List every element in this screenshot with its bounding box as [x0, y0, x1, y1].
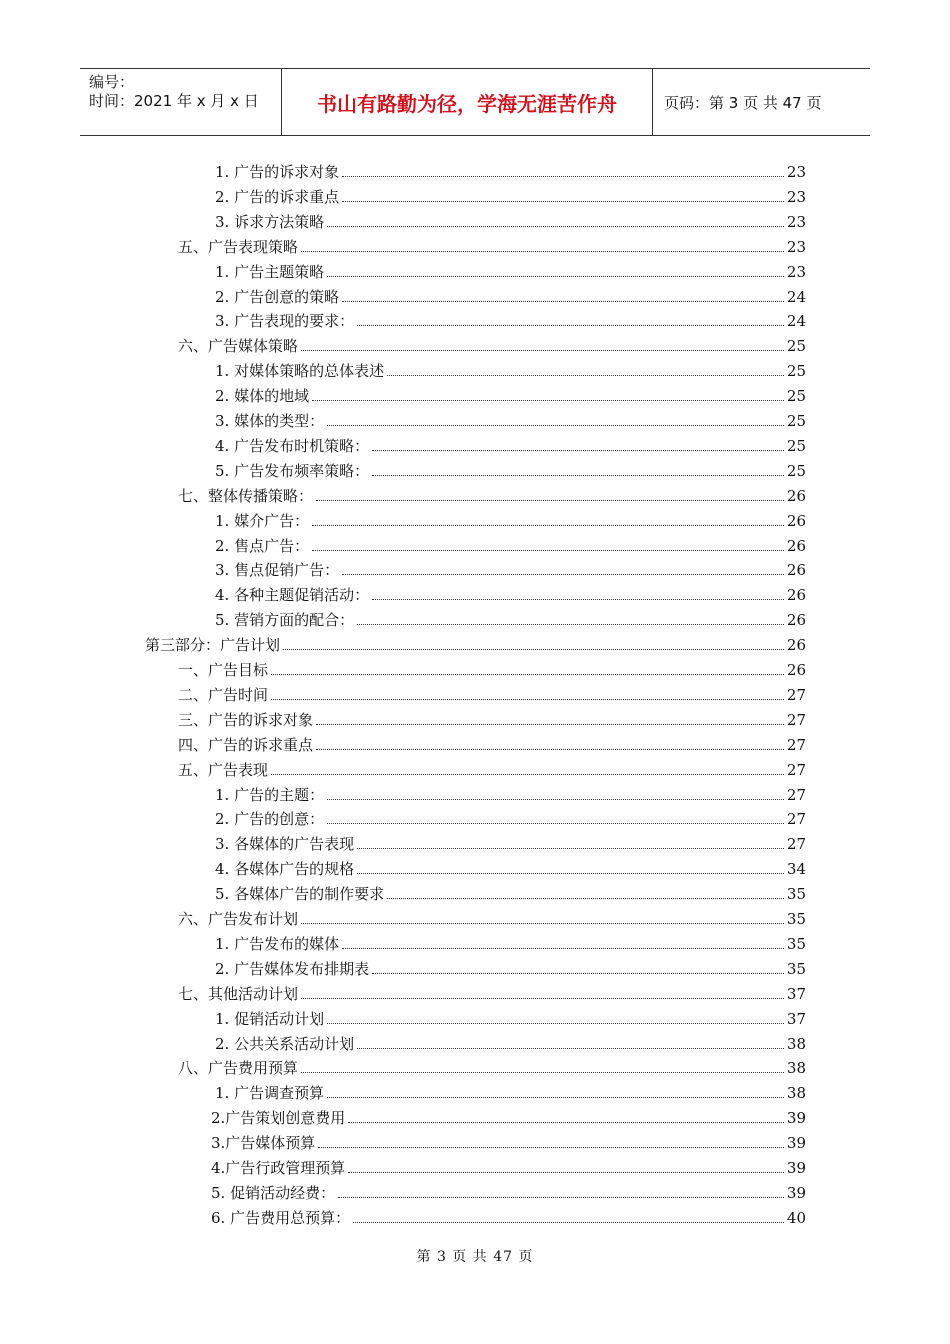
toc-entry[interactable] [215, 283, 806, 307]
toc-dot-leader [342, 301, 784, 302]
toc-entry-label: 七、其他活动计划 [178, 984, 299, 1003]
toc-entry[interactable] [178, 706, 806, 730]
header-motto: 书山有路勤为径，学海无涯苦作舟 [282, 69, 653, 135]
toc-entry-label: 八、广告费用预算 [178, 1059, 299, 1078]
page-footer: 第 3 页 共 47 页 [416, 1249, 534, 1265]
toc-dot-leader [342, 574, 784, 575]
toc-entry-label: 五、广告表现策略 [178, 237, 299, 256]
toc-entry[interactable] [215, 855, 806, 879]
toc-dot-leader [327, 276, 784, 277]
toc-dot-leader [327, 799, 784, 800]
toc-dot-leader [301, 1072, 784, 1073]
toc-entry[interactable] [215, 606, 806, 630]
toc-entry-label: 二、广告时间 [178, 685, 269, 704]
toc-dot-leader [372, 475, 784, 476]
toc-entry[interactable] [215, 930, 806, 954]
toc-entry[interactable] [215, 432, 806, 456]
toc-dot-leader [301, 998, 784, 999]
toc-entry-page: 27 [786, 835, 806, 854]
toc-entry-page: 37 [786, 1009, 806, 1028]
toc-entry-label: 2. 广告媒体发布排期表 [215, 959, 370, 978]
toc-entry-label: 1. 促销活动计划 [215, 1009, 325, 1028]
toc-entry-label: 1. 广告的诉求对象 [215, 163, 340, 181]
toc-entry-page: 39 [786, 1134, 806, 1153]
toc-entry-page: 24 [786, 287, 806, 306]
toc-dot-leader [327, 425, 784, 426]
toc-entry-label: 1. 广告主题策略 [215, 262, 325, 281]
toc-entry[interactable] [215, 581, 806, 605]
toc-entry-label: 3. 诉求方法策略 [215, 212, 325, 231]
toc-entry-page: 38 [786, 1059, 806, 1078]
toc-dot-leader [342, 948, 784, 949]
toc-entry-label: 三、广告的诉求对象 [178, 710, 314, 729]
toc-dot-leader [271, 699, 784, 700]
toc-entry-page: 26 [786, 611, 806, 630]
toc-entry[interactable] [215, 1005, 806, 1029]
toc-dot-leader [316, 500, 784, 501]
toc-entry-label: 4.广告行政管理预算 [211, 1159, 346, 1177]
toc-dot-leader [327, 1097, 784, 1098]
toc-entry-page: 23 [786, 163, 806, 181]
toc-dot-leader [357, 325, 784, 326]
toc-dot-leader [312, 400, 784, 401]
toc-entry[interactable] [178, 482, 806, 506]
toc-entry[interactable] [215, 183, 806, 207]
number-label: 编号： [89, 73, 135, 91]
toc-entry-page: 25 [786, 461, 806, 480]
toc-dot-leader [387, 898, 784, 899]
toc-entry[interactable] [178, 756, 806, 780]
toc-entry-label: 一、广告目标 [178, 661, 269, 679]
toc-dot-leader [327, 226, 784, 227]
toc-entry-label: 四、广告的诉求重点 [178, 735, 314, 754]
toc-entry-page: 25 [786, 362, 806, 381]
toc-entry-label: 2. 公共关系活动计划 [215, 1034, 355, 1053]
toc-entry-page: 38 [786, 1034, 806, 1053]
toc-entry[interactable] [178, 905, 806, 929]
toc-entry[interactable] [211, 1204, 806, 1228]
toc-dot-leader [271, 674, 784, 675]
toc-entry-page: 23 [786, 187, 806, 206]
toc-entry-page: 23 [786, 262, 806, 281]
toc-entry-label: 2. 广告创意的策略 [215, 287, 340, 306]
toc-entry-label: 1. 媒介广告： [215, 511, 310, 530]
toc-entry-page: 26 [786, 536, 806, 555]
toc-entry-page: 26 [786, 486, 806, 505]
toc-dot-leader [357, 1048, 784, 1049]
toc-entry-page: 27 [786, 810, 806, 829]
toc-dot-leader [312, 550, 784, 551]
toc-dot-leader [372, 599, 784, 600]
toc-entry-page: 23 [786, 212, 806, 231]
toc-dot-leader [271, 774, 784, 775]
toc-dot-leader [357, 624, 784, 625]
toc-dot-leader [301, 923, 784, 924]
toc-dot-leader [342, 176, 784, 177]
toc-entry-label: 5. 促销活动经费： [211, 1183, 336, 1202]
toc-entry[interactable] [211, 1104, 806, 1128]
toc-dot-leader [316, 724, 784, 725]
toc-entry-page: 37 [786, 984, 806, 1003]
toc-dot-leader [357, 873, 784, 874]
toc-dot-leader [312, 525, 784, 526]
toc-entry[interactable] [211, 1154, 806, 1178]
toc-entry[interactable] [178, 980, 806, 1004]
toc-entry[interactable] [215, 805, 806, 829]
toc-entry[interactable] [211, 1179, 806, 1203]
toc-entry-page: 27 [786, 735, 806, 754]
toc-entry[interactable] [215, 357, 806, 381]
toc-entry-label: 3. 广告表现的要求： [215, 312, 355, 331]
toc-entry-label: 六、广告发布计划 [178, 910, 299, 928]
toc-dot-leader [318, 1147, 784, 1148]
toc-entry-label: 3. 售点促销广告： [215, 561, 340, 580]
toc-entry-label: 2. 广告的诉求重点 [215, 187, 340, 206]
toc-entry-label: 4. 各种主题促销活动： [215, 586, 370, 605]
toc-entry-page: 26 [786, 511, 806, 530]
header-page-info: 页码：第 3 页 共 47 页 [664, 93, 822, 112]
toc-entry-page: 35 [786, 885, 806, 904]
toc-dot-leader [327, 1023, 784, 1024]
toc-entry-page: 25 [786, 412, 806, 430]
toc-entry[interactable] [215, 1030, 806, 1054]
toc-entry-label: 2.广告策划创意费用 [211, 1109, 346, 1128]
toc-entry-page: 27 [786, 760, 806, 779]
toc-entry[interactable] [178, 731, 806, 755]
document-header [80, 68, 870, 136]
toc-entry-label: 4. 各媒体广告的规格 [215, 860, 355, 879]
toc-dot-leader [301, 350, 784, 351]
toc-entry-label: 五、广告表现 [178, 760, 269, 779]
toc-dot-leader [283, 649, 784, 650]
toc-entry-page: 39 [786, 1159, 806, 1177]
toc-entry-page: 38 [786, 1084, 806, 1103]
toc-entry-page: 24 [786, 312, 806, 331]
toc-entry[interactable] [215, 382, 806, 406]
toc-entry-page: 35 [786, 934, 806, 953]
toc-entry-page: 26 [786, 636, 806, 655]
toc-entry-label: 1. 对媒体策略的总体表述 [215, 362, 385, 381]
toc-entry-page: 25 [786, 387, 806, 406]
toc-entry-label: 3. 各媒体的广告表现 [215, 835, 355, 854]
toc-entry-page: 23 [786, 237, 806, 256]
toc-entry-page: 35 [786, 910, 806, 928]
toc-entry-page: 26 [786, 561, 806, 580]
toc-entry[interactable] [215, 781, 806, 805]
toc-entry-page: 25 [786, 337, 806, 356]
toc-entry-page: 40 [786, 1208, 806, 1227]
toc-entry-label: 1. 广告发布的媒体 [215, 934, 340, 953]
toc-dot-leader [357, 848, 784, 849]
toc-entry[interactable] [178, 1054, 806, 1078]
toc-entry-page: 27 [786, 685, 806, 704]
toc-dot-leader [372, 973, 784, 974]
toc-entry-label: 4. 广告发布时机策略： [215, 436, 370, 455]
toc-dot-leader [348, 1122, 784, 1123]
toc-entry-label: 2. 广告的创意： [215, 810, 325, 829]
toc-entry-page: 35 [786, 959, 806, 978]
toc-entry-page: 27 [786, 710, 806, 729]
toc-entry-page: 26 [786, 661, 806, 679]
toc-dot-leader [387, 375, 784, 376]
toc-entry-label: 5. 广告发布频率策略： [215, 461, 370, 480]
toc-entry-label: 第三部分：广告计划 [145, 636, 281, 655]
toc-dot-leader [353, 1222, 784, 1223]
toc-dot-leader [301, 251, 784, 252]
toc-entry-label: 3. 媒体的类型： [215, 412, 325, 430]
toc-entry-label: 5. 营销方面的配合： [215, 611, 355, 630]
toc-entry[interactable] [215, 158, 806, 182]
toc-entry[interactable] [215, 532, 806, 556]
toc-entry-label: 5. 各媒体广告的制作要求 [215, 885, 385, 904]
toc-entry-label: 3.广告媒体预算 [211, 1134, 316, 1153]
toc-dot-leader [372, 450, 784, 451]
toc-dot-leader [316, 749, 784, 750]
toc-entry[interactable] [215, 307, 806, 331]
toc-entry-label: 1. 广告调查预算 [215, 1084, 325, 1103]
toc-entry-page: 34 [786, 860, 806, 879]
toc-entry[interactable] [215, 208, 806, 232]
toc-entry-page: 26 [786, 586, 806, 605]
toc-entry-label: 六、广告媒体策略 [178, 337, 299, 356]
toc-entry-label: 6. 广告费用总预算： [211, 1208, 351, 1227]
toc-entry-label: 七、整体传播策略： [178, 486, 314, 505]
toc-entry[interactable] [178, 332, 806, 356]
toc-entry-page: 39 [786, 1183, 806, 1202]
toc-entry[interactable] [215, 955, 806, 979]
toc-dot-leader [348, 1172, 784, 1173]
toc-entry[interactable] [215, 258, 806, 282]
toc-entry[interactable] [215, 556, 806, 580]
header-meta [80, 69, 282, 135]
toc-entry-page: 39 [786, 1109, 806, 1128]
toc-entry[interactable] [215, 1079, 806, 1103]
toc-entry[interactable] [215, 507, 806, 531]
toc-entry-label: 2. 媒体的地域 [215, 387, 310, 406]
toc-dot-leader [342, 201, 784, 202]
toc-dot-leader [327, 823, 784, 824]
toc-entry[interactable] [215, 457, 806, 481]
toc-entry[interactable] [178, 656, 806, 680]
toc-entry-page: 27 [786, 785, 806, 804]
toc-entry-label: 1. 广告的主题： [215, 785, 325, 804]
toc-dot-leader [338, 1197, 784, 1198]
toc-entry[interactable] [178, 233, 806, 257]
toc-entry[interactable] [145, 631, 806, 655]
toc-entry[interactable] [215, 880, 806, 904]
toc-entry-label: 2. 售点广告： [215, 536, 310, 555]
toc-entry[interactable] [215, 830, 806, 854]
toc-entry[interactable] [211, 1129, 806, 1153]
toc-entry[interactable] [178, 681, 806, 705]
toc-entry[interactable] [215, 407, 806, 431]
time-label: 时间：2021 年 x 月 x 日 [89, 92, 259, 110]
toc-entry-page: 25 [786, 436, 806, 455]
